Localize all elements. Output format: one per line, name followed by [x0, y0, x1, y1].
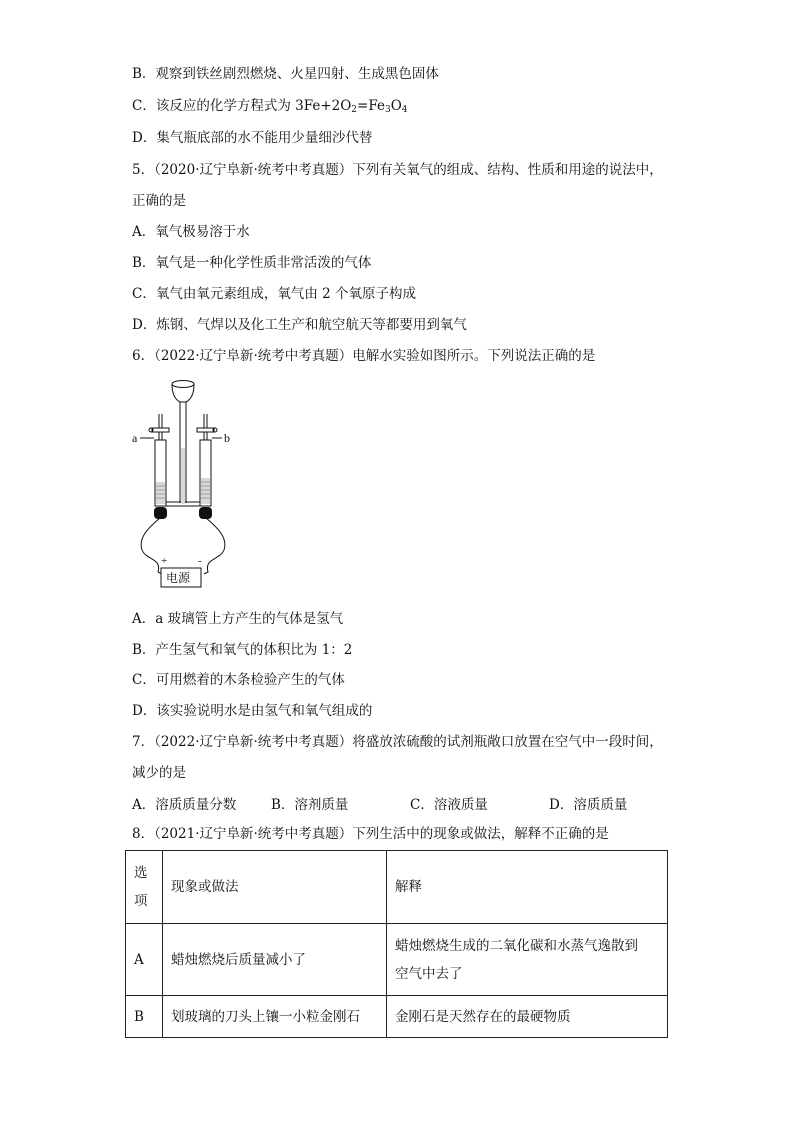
q5-stem: 5．（2020·辽宁阜新·统考中考真题）下列有关氧气的组成、结构、性质和用途的说法中， [132, 162, 663, 178]
q5-option-d: D．炼钢、气焊以及化工生产和航空航天等都要用到氧气 [132, 317, 467, 333]
row-explanation [387, 924, 668, 996]
positive-sign: + [161, 555, 168, 567]
tube-a-label: a [132, 431, 138, 445]
header-option-line1: 选 [134, 865, 148, 881]
row-option: A [126, 924, 163, 996]
q7-option-b: B．溶剂质量 [271, 797, 349, 813]
q7-stem-cont: 减少的是 [132, 765, 186, 781]
subscript: 4 [401, 105, 408, 115]
q5-option-c: C．氧气由氧元素组成，氧气由 2 个氧原子构成 [132, 286, 417, 302]
table-row [126, 996, 668, 1038]
q6-option-d: D．该实验说明水是由氢气和氧气组成的 [132, 703, 373, 719]
q6-stem: 6．（2022·辽宁阜新·统考中考真题）电解水实验如图所示。下列说法正确的是 [132, 348, 596, 364]
q6-option-b: B．产生氢气和氧气的体积比为 1：2 [132, 642, 353, 658]
tube-b-label: b [224, 431, 230, 445]
row-phenomenon: 蜡烛燃烧后质量减小了 [163, 924, 387, 996]
q6-option-a: A．a 玻璃管上方产生的气体是氢气 [132, 611, 344, 627]
electrolysis-apparatus-figure [128, 378, 238, 590]
q8-table [125, 850, 668, 1038]
header-phenomenon: 现象或做法 [163, 851, 387, 924]
q6-option-c: C．可用燃着的木条检验产生的气体 [132, 672, 345, 688]
subscript: 2 [351, 105, 358, 115]
q5-stem-cont: 正确的是 [132, 193, 186, 209]
row-option: B [126, 996, 163, 1038]
header-explanation: 解释 [387, 851, 668, 924]
subscript: 3 [384, 105, 391, 115]
power-source-label: 电源 [166, 571, 191, 585]
q7-options [132, 793, 672, 815]
row-explanation: 金刚石是天然存在的最硬物质 [387, 996, 668, 1038]
q4-option-c-text: =Fe [357, 98, 385, 114]
q8-stem: 8．（2021·辽宁阜新·统考中考真题）下列生活中的现象或做法，解释不正确的是 [132, 826, 609, 842]
q7-option-c: C．溶液质量 [410, 797, 488, 813]
q4-option-c-text: O [390, 98, 402, 114]
row-phenomenon: 划玻璃的刀头上镶一小粒金刚石 [163, 996, 387, 1038]
header-option-line2: 项 [134, 893, 148, 909]
row-explanation-line2: 空气中去了 [395, 965, 463, 982]
header-option [126, 851, 163, 924]
q7-option-d: D．溶质质量 [549, 797, 628, 813]
q4-option-c-text: C．该反应的化学方程式为 3Fe+2O [132, 98, 352, 114]
q7-option-a: A．溶质质量分数 [132, 797, 237, 813]
q7-stem: 7．（2022·辽宁阜新·统考中考真题）将盛放浓硫酸的试剂瓶敞口放置在空气中一段时间， [132, 734, 663, 750]
negative-sign: - [198, 555, 202, 567]
q4-option-c [132, 96, 408, 120]
table-header-row [126, 851, 668, 924]
q4-option-d: D．集气瓶底部的水不能用少量细沙代替 [132, 130, 373, 146]
q5-option-a: A．氧气极易溶于水 [132, 224, 250, 240]
q5-option-b: B．氧气是一种化学性质非常活泼的气体 [132, 255, 372, 271]
row-explanation-line1: 蜡烛燃烧生成的二氧化碳和水蒸气逸散到 [395, 937, 638, 954]
q4-option-b: B．观察到铁丝剧烈燃烧、火星四射、生成黑色固体 [132, 66, 439, 82]
table-row [126, 924, 668, 996]
